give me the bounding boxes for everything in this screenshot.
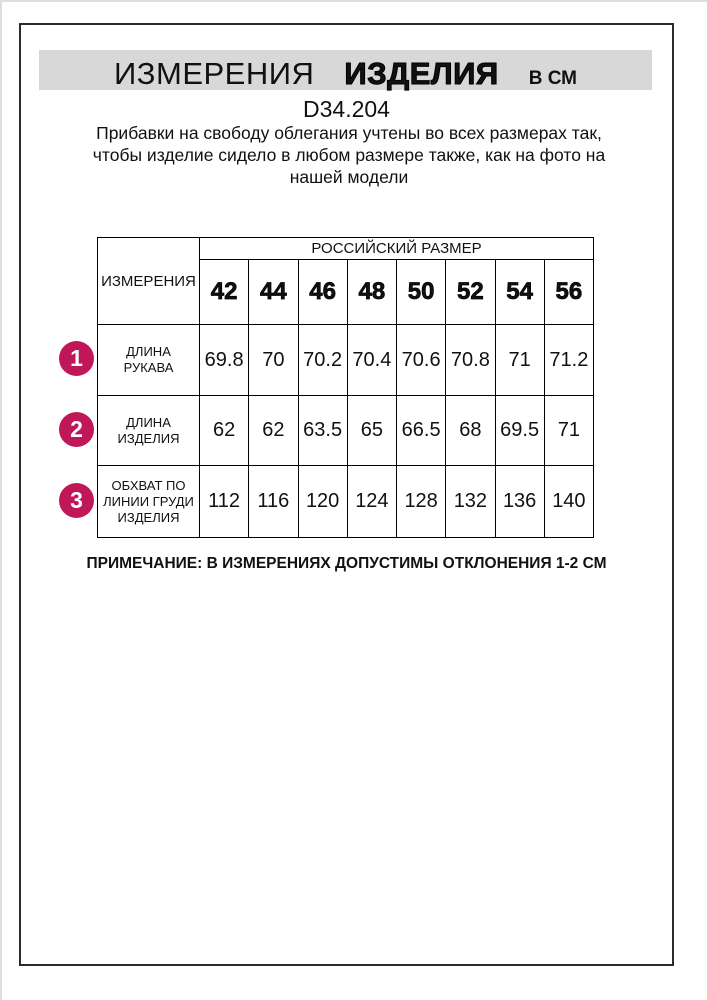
- table-cell: 70.4: [347, 325, 396, 396]
- size-table: [97, 237, 594, 538]
- size-table-wrap: [70, 237, 594, 537]
- size-header-cell: 42: [200, 260, 249, 325]
- article-code: D34.204: [303, 96, 390, 122]
- table-cell: 62: [200, 396, 249, 466]
- row-label-chest-girth: ОБХВАТ ПО ЛИНИИ ГРУДИ ИЗДЕЛИЯ: [98, 466, 200, 538]
- table-cell: 69.8: [200, 325, 249, 396]
- note-text: ПРИМЕЧАНИЕ: В ИЗМЕРЕНИЯХ ДОПУСТИМЫ ОТКЛОНЕНИЯ 1-2 СМ: [86, 555, 607, 572]
- size-header-cell: 50: [397, 260, 446, 325]
- table-cell: 70.6: [397, 325, 446, 396]
- table-cell: 132: [446, 466, 495, 538]
- size-header-cell: 56: [544, 260, 593, 325]
- size-header-cell: 44: [249, 260, 298, 325]
- scan-edge-left: [0, 0, 2, 1000]
- table-cell: 71: [495, 325, 544, 396]
- title-product: ИЗДЕЛИЯ: [344, 56, 499, 91]
- table-cell: 70.8: [446, 325, 495, 396]
- table-row: [98, 325, 594, 396]
- row-label-item-length: ДЛИНА ИЗДЕЛИЯ: [98, 396, 200, 466]
- size-header-cell: 52: [446, 260, 495, 325]
- title-bar: [39, 50, 652, 90]
- table-row: [98, 466, 594, 538]
- table-cell: 62: [249, 396, 298, 466]
- title-measurements: ИЗМЕРЕНИЯ: [113, 56, 315, 91]
- title-unit: В СМ: [528, 68, 577, 89]
- table-row: [98, 396, 594, 466]
- table-cell: 71.2: [544, 325, 593, 396]
- table-cell: 116: [249, 466, 298, 538]
- size-header-cell: 48: [347, 260, 396, 325]
- row-number-badge-2: 2: [59, 412, 94, 447]
- table-header-row-group: [98, 238, 594, 260]
- table-cell: 71: [544, 396, 593, 466]
- table-cell: 112: [200, 466, 249, 538]
- russian-size-header-cell: РОССИЙСКИЙ РАЗМЕР: [200, 238, 594, 260]
- document-page: [19, 23, 674, 966]
- table-cell: 124: [347, 466, 396, 538]
- table-cell: 120: [298, 466, 347, 538]
- scan-edge-top: [0, 0, 707, 2]
- row-label-sleeve-length: ДЛИНА РУКАВА: [98, 325, 200, 396]
- intro-text: Прибавки на свободу облегания учтены во всех размерах так, чтобы изделие сидело в любом размере также, как на фото на нашей модели: [92, 123, 606, 187]
- table-cell: 65: [347, 396, 396, 466]
- table-cell: 68: [446, 396, 495, 466]
- table-cell: 69.5: [495, 396, 544, 466]
- row-number-badge-1: 1: [59, 341, 94, 376]
- table-cell: 66.5: [397, 396, 446, 466]
- table-cell: 70.2: [298, 325, 347, 396]
- table-cell: 128: [397, 466, 446, 538]
- row-number-badge-3: 3: [59, 483, 94, 518]
- table-cell: 63.5: [298, 396, 347, 466]
- measurements-header-cell: ИЗМЕРЕНИЯ: [98, 238, 200, 325]
- table-cell: 70: [249, 325, 298, 396]
- table-cell: 136: [495, 466, 544, 538]
- size-header-cell: 54: [495, 260, 544, 325]
- table-cell: 140: [544, 466, 593, 538]
- size-header-cell: 46: [298, 260, 347, 325]
